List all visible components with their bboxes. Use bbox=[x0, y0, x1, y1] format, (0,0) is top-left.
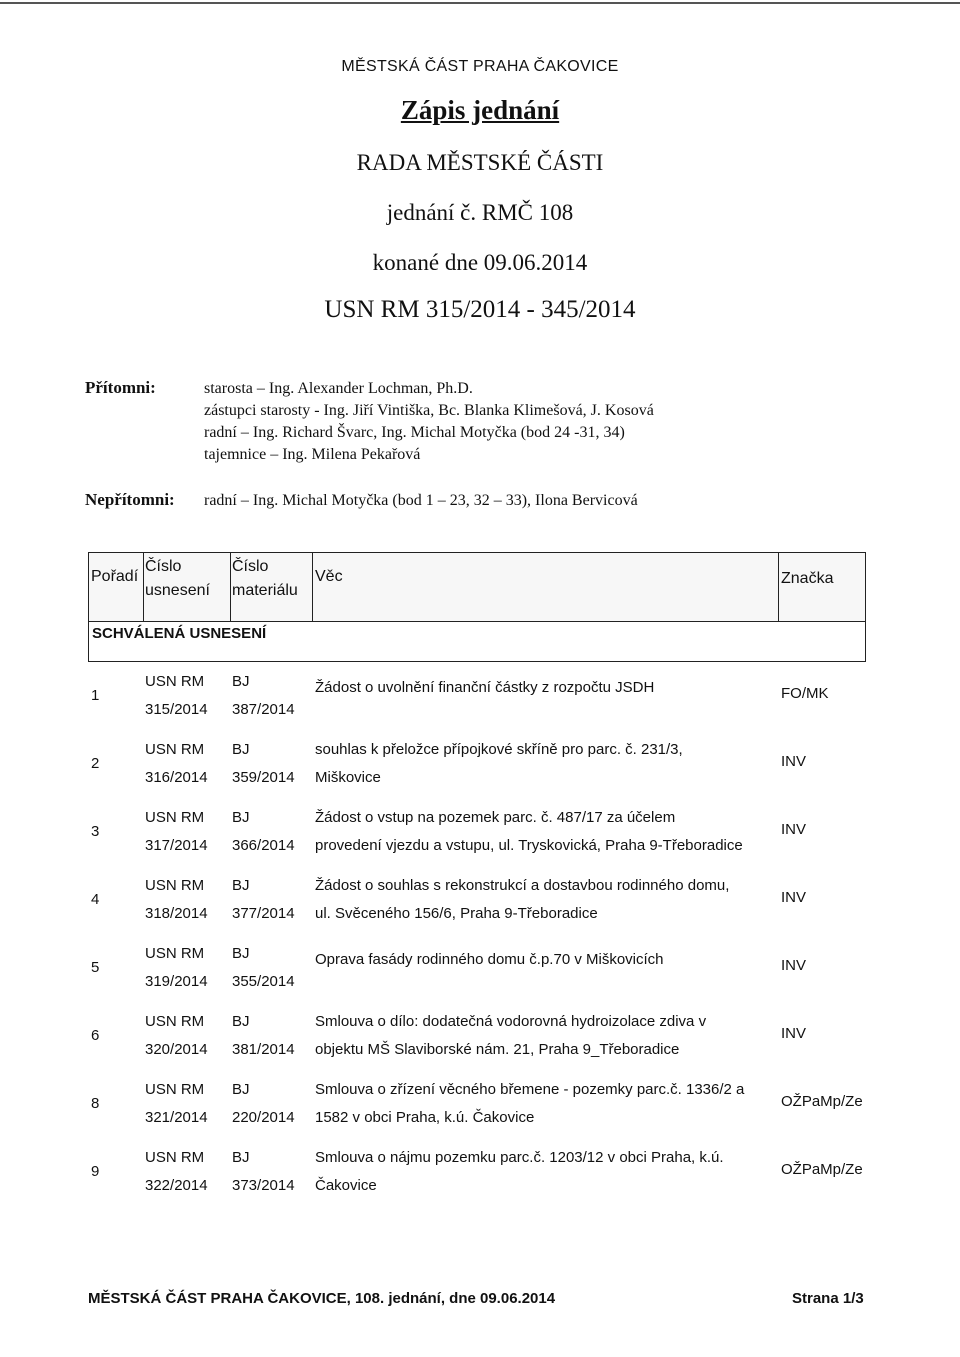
row-usn-number: 317/2014 bbox=[145, 837, 208, 854]
row-usn-prefix: USN RM bbox=[145, 673, 205, 690]
row-mat-number: 373/2014 bbox=[232, 1177, 295, 1194]
row-usn-prefix: USN RM bbox=[145, 809, 205, 826]
header-usn-b: usnesení bbox=[145, 582, 210, 599]
row-mat-prefix: BJ bbox=[232, 741, 250, 758]
col-divider bbox=[312, 552, 313, 622]
row-mat-number: 355/2014 bbox=[232, 973, 295, 990]
row-order: 5 bbox=[91, 959, 100, 976]
meeting-date: konané dne 09.06.2014 bbox=[372, 250, 588, 275]
row-order: 9 bbox=[91, 1163, 100, 1180]
row-mark: FO/MK bbox=[781, 685, 829, 702]
header-subject: Věc bbox=[315, 568, 343, 585]
row-mark: OŽPaMp/Ze bbox=[781, 1093, 863, 1110]
row-mat-number: 366/2014 bbox=[232, 837, 295, 854]
row-usn-number: 316/2014 bbox=[145, 769, 208, 786]
section-label: SCHVÁLENÁ USNESENÍ bbox=[92, 625, 267, 642]
col-divider bbox=[143, 552, 144, 622]
row-order: 8 bbox=[91, 1095, 100, 1112]
meeting-number: jednání č. RMČ 108 bbox=[386, 200, 574, 225]
row-mark: INV bbox=[781, 1025, 807, 1042]
row-subject-line2: ul. Svěceného 156/6, Praha 9-Třeboradice bbox=[315, 905, 598, 922]
org-header: MĚSTSKÁ ČÁST PRAHA ČAKOVICE bbox=[341, 58, 619, 75]
row-usn-number: 322/2014 bbox=[145, 1177, 208, 1194]
row-mat-number: 220/2014 bbox=[232, 1109, 295, 1126]
row-subject-line1: souhlas k přeložce přípojkové skříně pro parc. č. 231/3, bbox=[315, 741, 683, 758]
row-order: 6 bbox=[91, 1027, 100, 1044]
row-usn-number: 320/2014 bbox=[145, 1041, 208, 1058]
row-order: 1 bbox=[91, 687, 100, 704]
row-mat-number: 377/2014 bbox=[232, 905, 295, 922]
row-order: 3 bbox=[91, 823, 100, 840]
row-subject-line1: Žádost o vstup na pozemek parc. č. 487/17 za účelem bbox=[315, 809, 676, 826]
row-mat-prefix: BJ bbox=[232, 809, 250, 826]
footer-left: MĚSTSKÁ ČÁST PRAHA ČAKOVICE, 108. jednání, dne 09.06.2014 bbox=[88, 1290, 556, 1307]
row-subject-line1: Smlouva o nájmu pozemku parc.č. 1203/12 v obci Praha, k.ú. bbox=[315, 1149, 724, 1166]
row-mark: OŽPaMp/Ze bbox=[781, 1161, 863, 1178]
absent-label: Nepřítomni: bbox=[85, 490, 175, 509]
present-label: Přítomni: bbox=[85, 378, 156, 397]
row-subject-line1: Smlouva o zřízení věcného břemene - pozemky parc.č. 1336/2 a bbox=[315, 1081, 745, 1098]
top-rule bbox=[0, 2, 960, 4]
page-number: Strana 1/3 bbox=[792, 1290, 864, 1307]
present-line: radní – Ing. Richard Švarc, Ing. Michal Motyčka (bod 24 -31, 34) bbox=[204, 424, 625, 441]
row-subject-line1: Smlouva o dílo: dodatečná vodorovná hydroizolace zdiva v bbox=[315, 1013, 707, 1030]
row-usn-prefix: USN RM bbox=[145, 945, 205, 962]
row-usn-prefix: USN RM bbox=[145, 1081, 205, 1098]
row-subject-line1: Žádost o souhlas s rekonstrukcí a dostavbou rodinného domu, bbox=[315, 877, 730, 894]
header-usn-a: Číslo bbox=[145, 558, 182, 575]
row-subject-line1: Oprava fasády rodinného domu č.p.70 v Miškovicích bbox=[315, 951, 664, 968]
present-line: tajemnice – Ing. Milena Pekařová bbox=[204, 446, 421, 463]
row-order: 4 bbox=[91, 891, 100, 908]
row-mark: INV bbox=[781, 753, 807, 770]
col-divider bbox=[778, 552, 779, 622]
row-mat-number: 387/2014 bbox=[232, 701, 295, 718]
row-mat-number: 359/2014 bbox=[232, 769, 295, 786]
row-usn-prefix: USN RM bbox=[145, 1149, 205, 1166]
present-list bbox=[204, 378, 654, 466]
row-usn-prefix: USN RM bbox=[145, 741, 205, 758]
row-mat-prefix: BJ bbox=[232, 877, 250, 894]
row-usn-number: 319/2014 bbox=[145, 973, 208, 990]
row-mat-prefix: BJ bbox=[232, 945, 250, 962]
col-divider bbox=[230, 552, 231, 622]
row-mat-prefix: BJ bbox=[232, 1013, 250, 1030]
page-title: Zápis jednání bbox=[400, 95, 560, 125]
row-subject-line2: objektu MŠ Slaviborské nám. 21, Praha 9_Třeboradice bbox=[315, 1041, 680, 1058]
row-subject-line2: Čakovice bbox=[315, 1177, 377, 1194]
row-subject-line2: 1582 v obci Praha, k.ú. Čakovice bbox=[315, 1109, 535, 1126]
row-usn-prefix: USN RM bbox=[145, 1013, 205, 1030]
row-mark: INV bbox=[781, 889, 807, 906]
row-mat-prefix: BJ bbox=[232, 673, 250, 690]
row-usn-number: 321/2014 bbox=[145, 1109, 208, 1126]
present-line: zástupci starosty - Ing. Jiří Vintiška, Bc. Blanka Klimešová, J. Kosová bbox=[204, 402, 654, 419]
row-usn-prefix: USN RM bbox=[145, 877, 205, 894]
row-subject-line2: Miškovice bbox=[315, 769, 381, 786]
header-mat-b: materiálu bbox=[232, 582, 298, 599]
row-mat-prefix: BJ bbox=[232, 1149, 250, 1166]
row-order: 2 bbox=[91, 755, 100, 772]
header-mat-a: Číslo bbox=[232, 558, 269, 575]
header-order: Pořadí bbox=[91, 568, 139, 585]
row-mat-number: 381/2014 bbox=[232, 1041, 295, 1058]
row-subject-line1: Žádost o uvolnění finanční částky z rozpočtu JSDH bbox=[315, 679, 655, 696]
resolution-range: USN RM 315/2014 - 345/2014 bbox=[324, 296, 636, 323]
header-mark: Značka bbox=[781, 570, 834, 587]
row-mark: INV bbox=[781, 957, 807, 974]
row-subject-line2: provedení vjezdu a vstupu, ul. Tryskovická, Praha 9-Třeboradice bbox=[315, 837, 743, 854]
absent-list bbox=[204, 490, 638, 512]
council-name: RADA MĚSTSKÉ ČÁSTI bbox=[356, 150, 604, 175]
row-mat-prefix: BJ bbox=[232, 1081, 250, 1098]
present-line: starosta – Ing. Alexander Lochman, Ph.D. bbox=[204, 380, 473, 397]
row-usn-number: 315/2014 bbox=[145, 701, 208, 718]
row-mark: INV bbox=[781, 821, 807, 838]
row-usn-number: 318/2014 bbox=[145, 905, 208, 922]
absent-line: radní – Ing. Michal Motyčka (bod 1 – 23, 32 – 33), Ilona Bervicová bbox=[204, 492, 638, 509]
